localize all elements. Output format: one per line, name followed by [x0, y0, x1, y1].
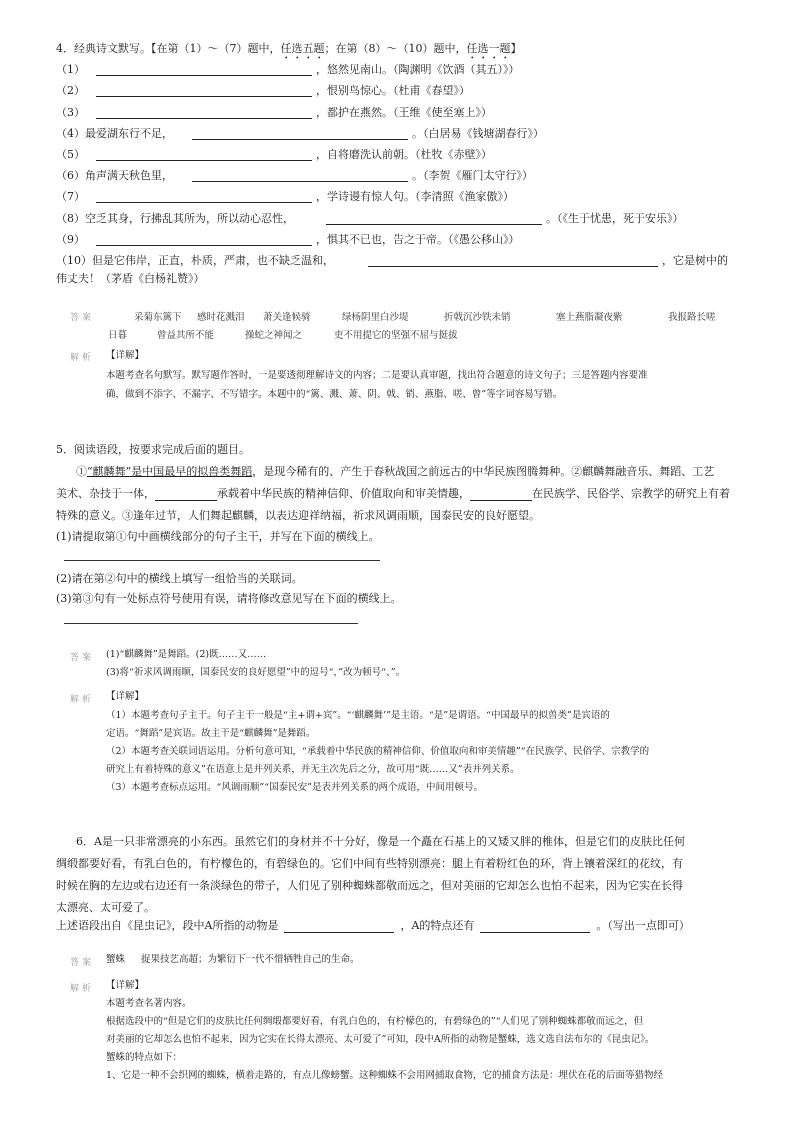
q4-answer-item: 萧关逢候骑: [263, 312, 311, 323]
q6-blank-animal[interactable]: [284, 920, 394, 933]
q5-blank-2[interactable]: [470, 488, 532, 501]
q5-paragraph-line1: ①“麒麟舞”是中国最早的拟兽类舞蹈，是现今稀有的、产生于春秋战国之前远古的中华民族图腾舞种。②麒麟舞融音乐、舞蹈、工艺: [76, 465, 715, 478]
q4-item-blank[interactable]: [192, 127, 408, 140]
q5-subquestion-3: (3)第③句有一处标点符号使用有误，请将修改意见写在下面的横线上。: [56, 592, 402, 605]
q4-item: [56, 169, 533, 183]
q4-detail-line: 确，做到不添字、不漏字、不写错字。本题中的“篱、溅、萧、阴、戟、销、燕脂、嗟、曾”等字词容易写错。: [106, 389, 563, 400]
q4-item-prefix: 空乏其身，行拂乱其所为，所以动心忍性，: [85, 212, 294, 225]
q5-detail-line: 定语。“舞蹈”是宾语。故主干是“麒麟舞”是舞蹈。: [106, 728, 316, 739]
q6-answer: 蟹蛛 捉果技艺高超；为繁衍下一代不惜牺牲自己的生命。: [106, 954, 360, 965]
q4-item-number: （1）: [56, 63, 85, 76]
q4-item-number: （2）: [56, 84, 85, 97]
q4-item-number: （4）: [56, 127, 85, 140]
q4-answer-item: 绿杨阴里白沙堤: [342, 312, 409, 323]
q5-detail-line: （1）本题考查句子主干。句子主干一般是“主+谓+宾”。“‘麒麟舞’”是主语。“是”是谓语。“中国最早的拟兽类”是宾语的: [106, 710, 610, 721]
q6-paragraph-line: 时候在胸的左边或右边还有一条淡绿色的带子，人们见了别种蜘蛛都敬而远之，但对美丽的它却怎么也怕不起来，因为它实在长得: [56, 879, 683, 892]
q4-detail-label: 解析: [70, 353, 95, 363]
q4-item-blank[interactable]: [96, 190, 312, 203]
q5-blank-1[interactable]: [155, 488, 217, 501]
q4-answer-item: 吏不用提它的坚强不屈与挺拔: [334, 330, 458, 341]
q4-detail-line: 本题考查名句默写。默写题作答时，一是要透彻理解诗文的内容；二是要认真审题，找出符合题意的诗文句子；三是答题内容要准: [106, 370, 648, 381]
q6-paragraph-line: 太漂亮、太可爱了。: [56, 901, 155, 914]
q5-answer-line: (1)“麒麟舞”是舞蹈。(2)既……又……: [106, 649, 267, 660]
q4-item-blank[interactable]: [96, 84, 312, 97]
q4-item-prefix: 最爱湖东行不足，: [85, 127, 173, 140]
q6-detail-label: 解析: [70, 984, 95, 994]
q4-item-blank[interactable]: [96, 63, 312, 76]
q4-item-suffix: ，都护在燕然。（王维《使至塞上》）: [316, 106, 492, 119]
q4-item: [56, 148, 492, 162]
q4-item: [56, 106, 492, 120]
q4-answer-item: 采菊东篱下: [134, 312, 182, 323]
q6-answer-label: 答案: [70, 958, 95, 968]
q4-item-number: （6）: [56, 169, 85, 182]
q4-item-prefix: 角声满天秋色里，: [85, 169, 173, 182]
q4-title: 4．经典诗文默写。【在第（1）～（7）题中，任选五题；在第（8）～（10）题中，任选一题】: [56, 42, 522, 55]
q4-item-suffix: ，自将磨洗认前朝。（杜牧《赤壁》）: [316, 148, 492, 161]
q5-underlined-sentence: “麒麟舞”是中国最早的拟兽类舞蹈: [87, 465, 253, 478]
q4-item-number: （3）: [56, 106, 85, 119]
q5-paragraph-line2: 美术、杂技于一体， 承载着中华民族的精神信仰、价值取向和审美情趣， 在民族学、民俗学、宗教学的研究上有着: [56, 487, 730, 500]
q4-answer-label: 答案: [70, 313, 95, 323]
q4-item-suffix: 。（李贺《雁门太守行》）: [412, 169, 533, 182]
q4-answer-item: 曾益其所不能: [157, 330, 215, 341]
q4-item-blank[interactable]: [96, 106, 312, 119]
q4-item-blank[interactable]: [192, 169, 408, 182]
q6-detail-line: 蟹蛛的特点如下：: [106, 1052, 183, 1063]
q4-item-blank[interactable]: [368, 254, 658, 267]
q6-paragraph-line: 绸缎都要好看，有乳白色的，有柠檬色的，有碧绿色的。它们中间有些特别漂亮：腿上有着粉红色的环，背上镶着深红的花纹，有: [56, 857, 683, 870]
q6-detail-tag: 【详解】: [106, 980, 145, 991]
q4-answer-item: 折戟沉沙铁未销: [444, 312, 511, 323]
q4-item-number: （5）: [56, 148, 85, 161]
q4-item10-continuation: 伟丈夫！（茅盾《白杨礼赞》）: [56, 272, 205, 285]
q4-answer-item: 我报路长嗟: [668, 312, 716, 323]
q4-item-number: （7）: [56, 190, 85, 203]
q4-answer-item: 操蛇之神闻之: [245, 330, 303, 341]
q4-item-blank[interactable]: [96, 148, 312, 161]
q4-item: [56, 127, 544, 141]
q5-subquestion-2: (2)请在第②句中的横线上填写一组恰当的关联词。: [56, 572, 303, 585]
q5-detail-line: （3）本题考查标点运用。“风调雨顺”“国泰民安”是表并列关系的两个成语，中间用顿号。: [106, 782, 483, 793]
q4-item-blank[interactable]: [326, 212, 542, 225]
q6-detail-line: 1、它是一种不会织网的蜘蛛，横着走路的，有点儿像螃蟹。这种蜘蛛不会用网捕取食物，它的捕食方法是：埋伏在花的后面等猎物经: [106, 1070, 664, 1081]
q4-item-number: （9）: [56, 233, 85, 246]
q5-paragraph-line3: 特殊的意义。③逢年过节，人们舞起麒麟，以表达迎祥纳福，祈求风调雨顺，国泰民安的良好愿望。: [56, 509, 540, 522]
q4-item-suffix: 。（《生于忧患，死于安乐》）: [546, 212, 684, 225]
q6-blank-trait[interactable]: [480, 920, 590, 933]
q6-detail-line: 对美丽的它却怎么也怕不起来，因为它实在长得太漂亮、太可爱了”可知，段中A所指的动物是蟹蛛，选文选自法布尔的《昆虫记》。: [106, 1034, 655, 1045]
q5-answer-line-1[interactable]: [64, 560, 380, 561]
q4-item-suffix: ，惧其不已也，告之于帝。（《愚公移山》）: [316, 233, 520, 246]
q4-item: [56, 212, 684, 226]
q5-detail-line: 研究上有着特殊的意义”在语意上是并列关系，并无主次先后之分，故可用“既……又”表并列关系。: [106, 764, 520, 775]
q4-item: [56, 233, 520, 247]
q6-detail-line: 本题考查名著内容。: [106, 998, 192, 1009]
q4-item-suffix: 。（白居易《钱塘湖春行》）: [412, 127, 544, 140]
q5-answer-line-2[interactable]: [64, 623, 358, 624]
q4-answer-item: 日暮: [108, 330, 128, 341]
q4-item: [56, 190, 514, 204]
q4-item-prefix: 但是它伟岸，正直，朴质，严肃，也不缺乏温和，: [92, 254, 334, 267]
q6-detail-line: 根据选段中的“但是它们的皮肤比任何绸缎都要好看，有乳白色的，有柠檬色的，有碧绿色的”“人们见了别种蜘蛛都敬而远之，但: [106, 1016, 644, 1027]
q4-item: [56, 63, 520, 77]
q6-question: 上述语段出自《昆虫记》，段中A所指的动物是 ，A的特点还有 。（写出一点即可）: [56, 919, 690, 932]
q4-item-blank[interactable]: [96, 233, 312, 246]
q4-item: [56, 84, 470, 98]
q4-item: [56, 254, 728, 268]
q4-detail-tag: 【详解】: [106, 350, 145, 361]
q4-item-number: （10）: [56, 254, 92, 267]
q5-detail-tag: 【详解】: [106, 691, 145, 702]
q5-detail-line: （2）本题考查关联词语运用。分析句意可知，“承载着中华民族的精神信仰、价值取向和审美情趣”“在民族学、民俗学、宗教学的: [106, 746, 650, 757]
q5-answer-label: 答案: [70, 653, 95, 663]
q4-answer-item: 塞上燕脂凝夜紫: [556, 312, 623, 323]
q4-answer-item: 感时花溅泪: [197, 312, 245, 323]
q4-item-suffix: ，悠然见南山。（陶渊明《饮酒（其五）》）: [316, 63, 520, 76]
q6-paragraph-line: 6．A是一只非常漂亮的小东西。虽然它们的身材并不十分好，像是一个矗在石基上的又矮又胖的椎体，但是它们的皮肤比任何: [76, 835, 685, 848]
q5-answer-line: (3)将“祈求风调雨顺，国泰民安的良好愿望”中的逗号“，”改为顿号“、”。: [106, 667, 406, 678]
q4-item-suffix: ，学诗谩有惊人句。（李清照《渔家傲》）: [316, 190, 514, 203]
q4-item-number: （8）: [56, 212, 85, 225]
q5-detail-label: 解析: [70, 695, 95, 705]
q4-item-suffix: ，它是树中的: [662, 254, 728, 267]
q4-item-suffix: ，恨别鸟惊心。（杜甫《春望》）: [316, 84, 470, 97]
q5-subquestion-1: (1)请提取第①句中画横线部分的句子主干，并写在下面的横线上。: [56, 530, 380, 543]
q5-title: 5．阅读语段，按要求完成后面的题目。: [56, 443, 250, 456]
